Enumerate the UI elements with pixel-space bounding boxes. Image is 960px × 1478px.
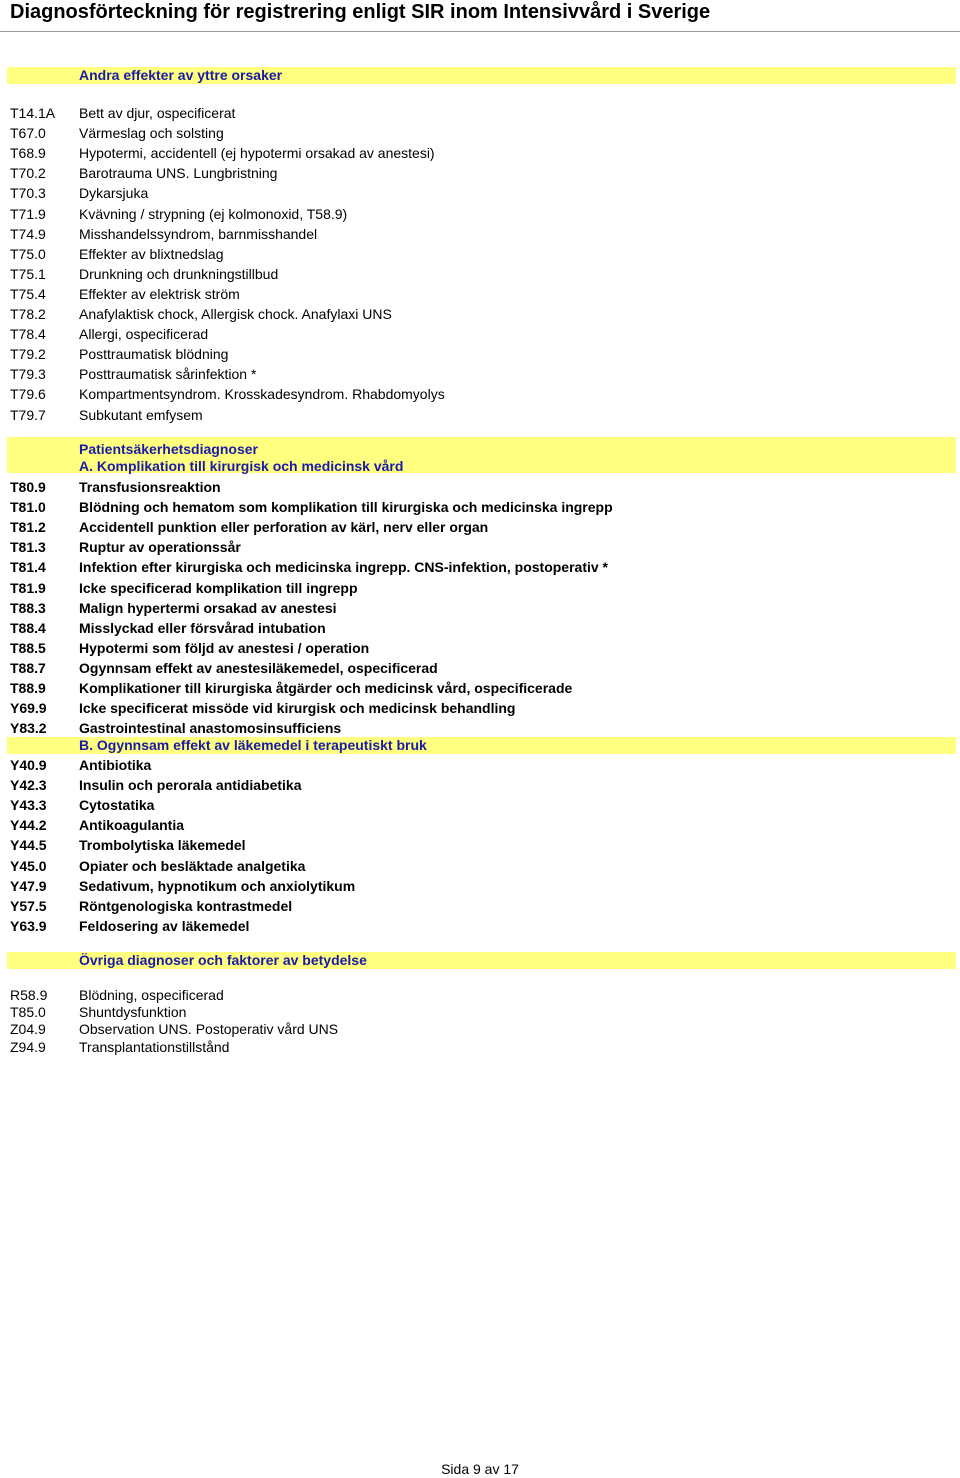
diagnosis-description: Cytostatika <box>79 797 155 814</box>
diagnosis-description: Hypotermi, accidentell (ej hypotermi orsakad av anestesi) <box>79 145 435 162</box>
diagnosis-description: Transplantationstillstånd <box>79 1038 230 1055</box>
diagnosis-code: T79.7 <box>10 406 46 423</box>
diagnosis-code: T70.3 <box>10 185 46 202</box>
diagnosis-code: Y44.2 <box>10 817 47 834</box>
diagnosis-code: T70.2 <box>10 165 46 182</box>
diagnosis-description: Drunkning och drunkningstillbud <box>79 265 279 282</box>
diagnosis-description: Infektion efter kirurgiska och medicinska ingrepp. CNS-infektion, postoperativ * <box>79 559 608 576</box>
page-title: Diagnosförteckning för registrering enligt SIR inom Intensivvård i Sverige <box>10 1 711 23</box>
title-divider <box>0 31 960 32</box>
diagnosis-code: T74.9 <box>10 225 46 242</box>
section-heading-patient-safety: Patientsäkerhetsdiagnoser <box>79 441 258 457</box>
diagnosis-code: T75.1 <box>10 265 46 282</box>
diagnosis-description: Ruptur av operationssår <box>79 539 241 556</box>
diagnosis-description: Misslyckad eller försvårad intubation <box>79 619 326 636</box>
subheading-complications: A. Komplikation till kirurgisk och medicinsk vård <box>79 458 404 474</box>
diagnosis-code: Z04.9 <box>10 1021 46 1038</box>
diagnosis-description: Kvävning / strypning (ej kolmonoxid, T58.9) <box>79 205 348 222</box>
diagnosis-code: R58.9 <box>10 987 48 1003</box>
diagnosis-code: T81.0 <box>10 499 46 516</box>
diagnosis-code: Y42.3 <box>10 777 47 794</box>
diagnosis-code: T78.2 <box>10 306 46 322</box>
diagnosis-description: Komplikationer till kirurgiska åtgärder och medicinsk vård, ospecificerade <box>79 680 573 696</box>
diagnosis-description: Barotrauma UNS. Lungbristning <box>79 165 278 182</box>
diagnosis-code: T88.7 <box>10 659 46 676</box>
diagnosis-description: Transfusionsreaktion <box>79 479 221 495</box>
diagnosis-code: Y45.0 <box>10 857 47 874</box>
diagnosis-code: T88.5 <box>10 639 46 656</box>
diagnosis-description: Värmeslag och solsting <box>79 125 224 142</box>
diagnosis-code: T71.9 <box>10 205 46 222</box>
diagnosis-code: T67.0 <box>10 125 46 142</box>
diagnosis-description: Effekter av elektrisk ström <box>79 285 240 302</box>
diagnosis-description: Trombolytiska läkemedel <box>79 837 246 854</box>
diagnosis-code: Y47.9 <box>10 877 47 894</box>
diagnosis-description: Insulin och perorala antidiabetika <box>79 777 302 794</box>
diagnosis-description: Subkutant emfysem <box>79 406 203 423</box>
diagnosis-code: Y43.3 <box>10 797 47 814</box>
diagnosis-description: Blödning, ospecificerad <box>79 987 224 1003</box>
diagnosis-description: Observation UNS. Postoperativ vård UNS <box>79 1021 339 1038</box>
section-heading-other: Övriga diagnoser och faktorer av betydelse <box>79 952 367 968</box>
diagnosis-code: T81.9 <box>10 579 46 596</box>
diagnosis-description: Ogynnsam effekt av anestesiläkemedel, ospecificerad <box>79 659 438 676</box>
diagnosis-description: Blödning och hematom som komplikation till kirurgiska och medicinska ingrepp <box>79 499 613 516</box>
diagnosis-description: Bett av djur, ospecificerat <box>79 105 236 121</box>
diagnosis-description: Opiater och besläktade analgetika <box>79 857 306 874</box>
diagnosis-code: T81.2 <box>10 519 46 536</box>
diagnosis-code: Y83.2 <box>10 720 47 737</box>
diagnosis-code: Y57.5 <box>10 897 47 914</box>
diagnosis-code: T79.2 <box>10 346 46 363</box>
diagnosis-description: Malign hypertermi orsakad av anestesi <box>79 599 337 616</box>
diagnosis-code: Y40.9 <box>10 757 47 773</box>
diagnosis-description: Kompartmentsyndrom. Krosskadesyndrom. Rhabdomyolys <box>79 386 445 403</box>
diagnosis-code: T78.4 <box>10 326 46 343</box>
diagnosis-code: T80.9 <box>10 479 46 495</box>
diagnosis-code: Y44.5 <box>10 837 47 854</box>
diagnosis-description: Icke specificerat missöde vid kirurgisk och medicinsk behandling <box>79 700 516 717</box>
diagnosis-description: Hypotermi som följd av anestesi / operation <box>79 639 370 656</box>
diagnosis-code: T75.4 <box>10 285 46 302</box>
diagnosis-description: Antibiotika <box>79 757 152 773</box>
diagnosis-code: T81.4 <box>10 559 46 576</box>
diagnosis-description: Antikoagulantia <box>79 817 185 834</box>
diagnosis-code: Y63.9 <box>10 917 47 934</box>
diagnosis-code: T85.0 <box>10 1004 46 1021</box>
diagnosis-description: Icke specificerad komplikation till ingrepp <box>79 579 358 596</box>
diagnosis-description: Röntgenologiska kontrastmedel <box>79 897 293 914</box>
diagnosis-code: T79.6 <box>10 386 46 403</box>
section-heading-external: Andra effekter av yttre orsaker <box>79 67 283 83</box>
diagnosis-description: Posttraumatisk sårinfektion * <box>79 366 257 383</box>
diagnosis-code: T79.3 <box>10 366 46 383</box>
diagnosis-description: Feldosering av läkemedel <box>79 917 250 934</box>
page-number: Sida 9 av 17 <box>441 1461 519 1477</box>
diagnosis-code: Y69.9 <box>10 700 47 717</box>
diagnosis-description: Effekter av blixtnedslag <box>79 245 224 262</box>
diagnosis-description: Dykarsjuka <box>79 185 149 202</box>
diagnosis-code: T68.9 <box>10 145 46 162</box>
diagnosis-description: Accidentell punktion eller perforation av kärl, nerv eller organ <box>79 519 489 536</box>
diagnosis-description: Shuntdysfunktion <box>79 1004 187 1021</box>
diagnosis-code: T14.1A <box>10 105 56 121</box>
diagnosis-description: Misshandelssyndrom, barnmisshandel <box>79 225 318 242</box>
diagnosis-code: T88.4 <box>10 619 46 636</box>
diagnosis-description: Posttraumatisk blödning <box>79 346 229 363</box>
subheading-adverse-drug-effects: B. Ogynnsam effekt av läkemedel i terapeutiskt bruk <box>79 737 427 753</box>
diagnosis-description: Anafylaktisk chock, Allergisk chock. Anafylaxi UNS <box>79 306 392 322</box>
diagnosis-code: T88.9 <box>10 680 46 696</box>
diagnosis-code: T75.0 <box>10 245 46 262</box>
diagnosis-description: Gastrointestinal anastomosinsufficiens <box>79 720 342 737</box>
diagnosis-description: Sedativum, hypnotikum och anxiolytikum <box>79 877 356 894</box>
diagnosis-code: T81.3 <box>10 539 46 556</box>
diagnosis-code: Z94.9 <box>10 1038 46 1055</box>
diagnosis-description: Allergi, ospecificerad <box>79 326 209 343</box>
diagnosis-code: T88.3 <box>10 599 46 616</box>
